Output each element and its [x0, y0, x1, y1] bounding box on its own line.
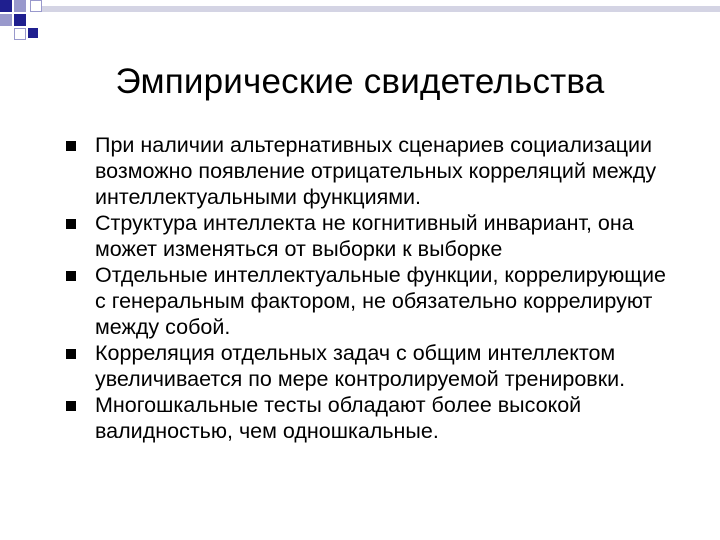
- decor-square-outline: [30, 0, 42, 12]
- bullet-text: Корреляция отдельных задач с общим интеллектом увеличивается по мере контролируемой тренировки.: [95, 341, 626, 391]
- bullet-text: При наличии альтернативных сценариев социализации возможно появление отрицательных корреляций между интеллектуальными функциями.: [95, 133, 657, 209]
- bullet-list: [62, 132, 672, 444]
- bullet-text: Структура интеллекта не когнитивный инвариант, она может изменяться от выборки к выборке: [95, 211, 634, 261]
- square-bullet-icon: [66, 141, 76, 151]
- decor-square-dark: [14, 14, 26, 26]
- bullet-text: Многошкальные тесты обладают более высокой валидностью, чем одношкальные.: [95, 393, 582, 443]
- bullet-item: [62, 262, 672, 340]
- bullet-item: [62, 210, 672, 262]
- corner-decoration: [0, 0, 720, 40]
- square-bullet-icon: [66, 271, 76, 281]
- decor-square-dark: [0, 0, 12, 12]
- decor-bar-gray: [42, 6, 720, 12]
- bullet-item: [62, 340, 672, 392]
- decor-square-outline: [14, 28, 26, 40]
- bullet-item: [62, 132, 672, 210]
- bullet-text: Отдельные интеллектуальные функции, коррелирующие с генеральным фактором, не обязательно коррелируют между собой.: [95, 263, 666, 339]
- decor-square-light: [0, 14, 12, 26]
- square-bullet-icon: [66, 401, 76, 411]
- slide-title: Эмпирические свидетельства: [115, 62, 605, 101]
- decor-square-light: [14, 0, 26, 12]
- bullet-item: [62, 392, 672, 444]
- square-bullet-icon: [66, 219, 76, 229]
- decor-square-dark: [28, 28, 38, 38]
- square-bullet-icon: [66, 349, 76, 359]
